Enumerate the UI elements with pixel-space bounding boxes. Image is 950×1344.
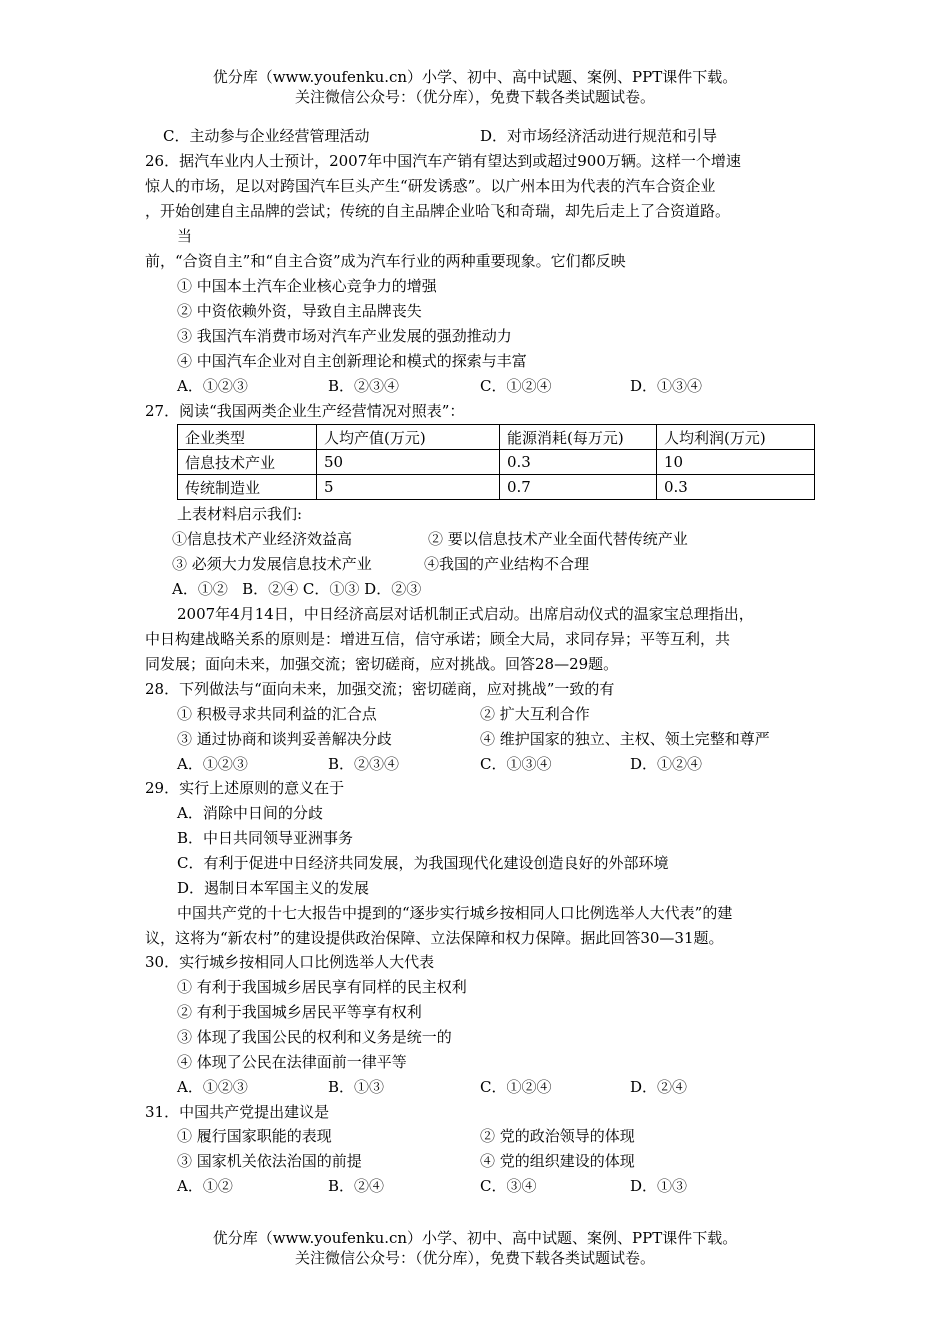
q30-option-d: D．②④ bbox=[630, 1078, 688, 1096]
q31-option-a: A．①② bbox=[177, 1177, 233, 1195]
table-cell: 0.3 bbox=[500, 450, 657, 475]
page-footer-line1: 优分库（www.youfenku.cn）小学、初中、高中试题、案例、PPT课件下载。 bbox=[212, 1229, 738, 1247]
q25-option-d: D．对市场经济活动进行规范和引导 bbox=[480, 127, 718, 145]
table-header-cell: 人均产值(万元) bbox=[317, 425, 500, 450]
q29-stem: 29．实行上述原则的意义在于 bbox=[145, 779, 345, 797]
q28-option-b: B．②③④ bbox=[328, 755, 400, 773]
page-header-line1: 优分库（www.youfenku.cn）小学、初中、高中试题、案例、PPT课件下载。 bbox=[212, 68, 738, 86]
q28-item: ③ 通过协商和谈判妥善解决分歧 bbox=[177, 730, 392, 748]
q26-item: ② 中资依赖外资，导致自主品牌丧失 bbox=[177, 302, 422, 320]
q26-stem-line: ，开始创建自主品牌的尝试；传统的自主品牌企业哈飞和奇瑞，却先后走上了合资道路。 bbox=[145, 202, 731, 220]
q27-item: ④我国的产业结构不合理 bbox=[424, 555, 590, 573]
q28-option-d: D．①②④ bbox=[630, 755, 703, 773]
q27-options: A．①② B．②④ C．①③ D．②③ bbox=[172, 580, 422, 598]
q29-option-b: B．中日共同领导亚洲事务 bbox=[177, 829, 354, 847]
q29-option-c: C．有利于促进中日经济共同发展，为我国现代化建设创造良好的外部环境 bbox=[177, 854, 669, 872]
passage1-line: 中日构建战略关系的原则是：增进互信，信守承诺；顾全大局，求同存异；平等互利，共 bbox=[145, 630, 731, 648]
q30-stem: 30．实行城乡按相同人口比例选举人大代表 bbox=[145, 953, 435, 971]
passage1-line: 同发展；面向未来，加强交流；密切磋商，应对挑战。回答28—29题。 bbox=[145, 655, 619, 673]
table-cell: 10 bbox=[657, 450, 815, 475]
page-header-line2: 关注微信公众号：（优分库），免费下载各类试题试卷。 bbox=[294, 88, 655, 106]
q28-option-c: C．①③④ bbox=[480, 755, 552, 773]
q26-option-b: B．②③④ bbox=[328, 377, 400, 395]
q28-option-a: A．①②③ bbox=[177, 755, 248, 773]
passage1-line: 2007年4月14日，中日经济高层对话机制正式启动。出席启动仪式的温家宝总理指出， bbox=[177, 605, 754, 623]
q31-option-d: D．①③ bbox=[630, 1177, 688, 1195]
q26-option-d: D．①③④ bbox=[630, 377, 703, 395]
q27-prompt: 上表材料启示我们: bbox=[177, 505, 303, 523]
q28-item: ① 积极寻求共同利益的汇合点 bbox=[177, 705, 377, 723]
table-cell: 信息技术产业 bbox=[178, 450, 317, 475]
table-cell: 50 bbox=[317, 450, 500, 475]
q28-item: ④ 维护国家的独立、主权、领土完整和尊严 bbox=[480, 730, 770, 748]
q28-stem: 28．下列做法与“面向未来，加强交流；密切磋商，应对挑战”一致的有 bbox=[145, 680, 615, 698]
passage2-line: 议，这将为“新农村”的建设提供政治保障、立法保障和权力保障。据此回答30—31题。 bbox=[145, 929, 724, 947]
q27-item: ② 要以信息技术产业全面代替传统产业 bbox=[428, 530, 688, 548]
q31-item: ③ 国家机关依法治国的前提 bbox=[177, 1152, 362, 1170]
q26-option-a: A．①②③ bbox=[177, 377, 248, 395]
passage2-line: 中国共产党的十七大报告中提到的“逐步实行城乡按相同人口比例选举人大代表”的建 bbox=[177, 904, 733, 922]
q27-item: ③ 必须大力发展信息技术产业 bbox=[172, 555, 372, 573]
q30-item: ③ 体现了我国公民的权利和义务是统一的 bbox=[177, 1028, 452, 1046]
q30-item: ① 有利于我国城乡居民享有同样的民主权利 bbox=[177, 978, 467, 996]
q26-item: ④ 中国汽车企业对自主创新理论和模式的探索与丰富 bbox=[177, 352, 527, 370]
comparison-table bbox=[177, 424, 815, 500]
q31-item: ② 党的政治领导的体现 bbox=[480, 1127, 635, 1145]
table-header-row bbox=[178, 425, 815, 450]
table-cell: 5 bbox=[317, 475, 500, 500]
table-header-cell: 能源消耗(每万元) bbox=[500, 425, 657, 450]
q27-item: ①信息技术产业经济效益高 bbox=[172, 530, 353, 548]
q28-item: ② 扩大互利合作 bbox=[480, 705, 590, 723]
q26-stem-line: 惊人的市场，足以对跨国汽车巨头产生“研发诱惑”。以广州本田为代表的汽车合资企业 bbox=[145, 177, 716, 195]
table-row bbox=[178, 475, 815, 500]
q26-option-c: C．①②④ bbox=[480, 377, 552, 395]
table-cell: 传统制造业 bbox=[178, 475, 317, 500]
q31-item: ① 履行国家职能的表现 bbox=[177, 1127, 332, 1145]
q29-option-d: D．遏制日本军国主义的发展 bbox=[177, 879, 370, 897]
table-header-cell: 企业类型 bbox=[178, 425, 317, 450]
q26-item: ① 中国本土汽车企业核心竞争力的增强 bbox=[177, 277, 437, 295]
q25-option-c: C．主动参与企业经营管理活动 bbox=[163, 127, 370, 145]
q31-item: ④ 党的组织建设的体现 bbox=[480, 1152, 635, 1170]
q31-option-b: B．②④ bbox=[328, 1177, 385, 1195]
q26-stem-line: 前，“合资自主”和“自主合资”成为汽车行业的两种重要现象。它们都反映 bbox=[145, 252, 626, 270]
page-footer-line2: 关注微信公众号：（优分库），免费下载各类试题试卷。 bbox=[294, 1249, 655, 1267]
q30-option-c: C．①②④ bbox=[480, 1078, 552, 1096]
q29-option-a: A．消除中日间的分歧 bbox=[177, 804, 323, 822]
q26-stem-line: 26．据汽车业内人士预计，2007年中国汽车产销有望达到或超过900万辆。这样一个增速 bbox=[145, 152, 741, 170]
table-row bbox=[178, 450, 815, 475]
q30-option-a: A．①②③ bbox=[177, 1078, 248, 1096]
q31-stem: 31．中国共产党提出建议是 bbox=[145, 1103, 330, 1121]
table-cell: 0.7 bbox=[500, 475, 657, 500]
table-cell: 0.3 bbox=[657, 475, 815, 500]
q30-item: ④ 体现了公民在法律面前一律平等 bbox=[177, 1053, 407, 1071]
q30-option-b: B．①③ bbox=[328, 1078, 385, 1096]
q27-stem: 27．阅读“我国两类企业生产经营情况对照表”： bbox=[145, 402, 465, 420]
table-header-cell: 人均利润(万元) bbox=[657, 425, 815, 450]
q31-option-c: C．③④ bbox=[480, 1177, 537, 1195]
q26-stem-line: 当 bbox=[177, 227, 193, 245]
q30-item: ② 有利于我国城乡居民平等享有权利 bbox=[177, 1003, 422, 1021]
q26-item: ③ 我国汽车消费市场对汽车产业发展的强劲推动力 bbox=[177, 327, 512, 345]
